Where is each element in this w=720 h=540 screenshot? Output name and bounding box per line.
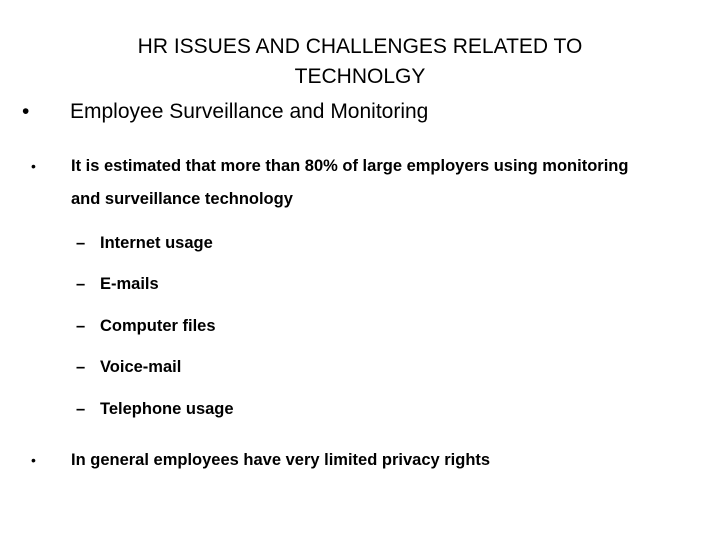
sub-item-text: E-mails xyxy=(100,275,159,293)
slide-title-line-2: TECHNOLGY xyxy=(294,65,426,88)
bullet-icon: • xyxy=(31,452,36,468)
slide-title-line-1: HR ISSUES AND CHALLENGES RELATED TO xyxy=(137,35,583,58)
slide-title xyxy=(60,32,660,92)
bullet-point-privacy-rights xyxy=(31,448,711,472)
dash-icon: – xyxy=(76,275,86,293)
bullet-point-text: In general employees have very limited privacy rights xyxy=(71,451,491,469)
bullet-icon: • xyxy=(31,158,36,174)
sub-item-text: Computer files xyxy=(100,317,216,335)
dash-icon: – xyxy=(76,358,86,376)
dash-icon: – xyxy=(76,400,86,418)
section-heading-text: Employee Surveillance and Monitoring xyxy=(70,100,429,123)
dash-icon: – xyxy=(76,234,86,252)
dash-icon: – xyxy=(76,317,86,335)
bullet-point-text-line-1: It is estimated that more than 80% of large employers using monitoring xyxy=(71,157,629,175)
bullet-point-text-line-2: and surveillance technology xyxy=(71,190,293,208)
bullet-icon: • xyxy=(22,100,30,123)
sub-item-text: Telephone usage xyxy=(100,400,234,418)
sub-item-text: Internet usage xyxy=(100,234,213,252)
bullet-point-monitoring-stat xyxy=(31,154,711,218)
sub-item-text: Voice-mail xyxy=(100,358,182,376)
